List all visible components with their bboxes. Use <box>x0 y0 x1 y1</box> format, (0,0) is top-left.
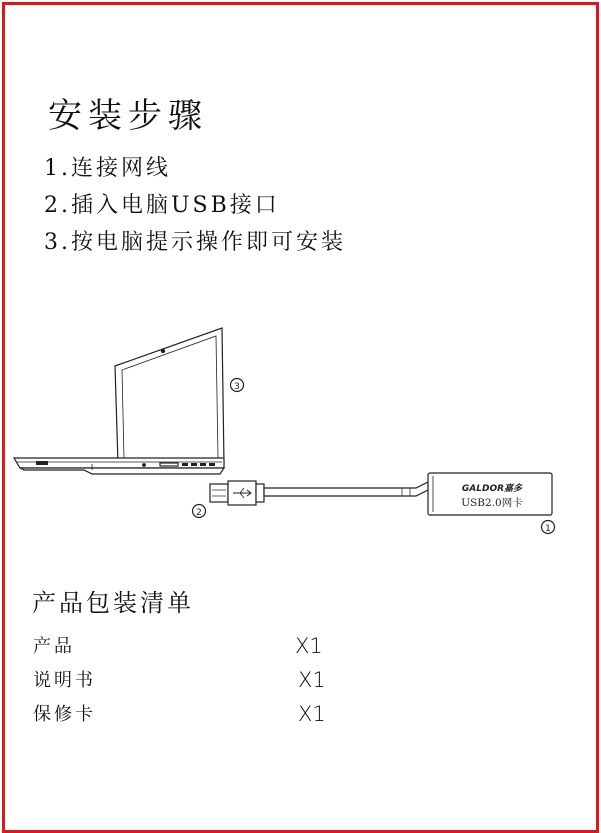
list-item <box>33 632 353 666</box>
laptop-usb-port <box>36 461 48 465</box>
install-steps <box>44 150 346 261</box>
step-1: 1.连接网线 <box>44 156 171 181</box>
step-3: 3.按电脑提示操作即可安装 <box>44 230 346 255</box>
item-name: 保修卡 <box>33 704 96 725</box>
callout-3: 3 <box>234 382 240 392</box>
callout-2: 2 <box>196 508 202 518</box>
laptop-screen <box>115 328 224 464</box>
page-title: 安装步骤 <box>48 96 208 136</box>
package-list <box>33 632 353 734</box>
item-name: 说明书 <box>33 670 96 691</box>
package-list-title: 产品包装清单 <box>32 589 194 617</box>
list-item <box>33 666 353 700</box>
item-quantity: X1 <box>298 668 326 692</box>
item-quantity: X1 <box>295 634 323 658</box>
list-item <box>33 700 353 734</box>
item-name: 产品 <box>33 636 75 657</box>
adapter-brand: GALDOR嘉多 <box>461 484 523 494</box>
item-quantity: X1 <box>298 702 326 726</box>
usb-plug <box>210 484 228 502</box>
installation-illustration <box>0 318 601 548</box>
usb-cable <box>264 482 428 496</box>
callout-1: 1 <box>545 524 551 534</box>
step-2: 2.插入电脑USB接口 <box>44 193 280 218</box>
adapter-label: USB2.0网卡 <box>461 497 523 509</box>
